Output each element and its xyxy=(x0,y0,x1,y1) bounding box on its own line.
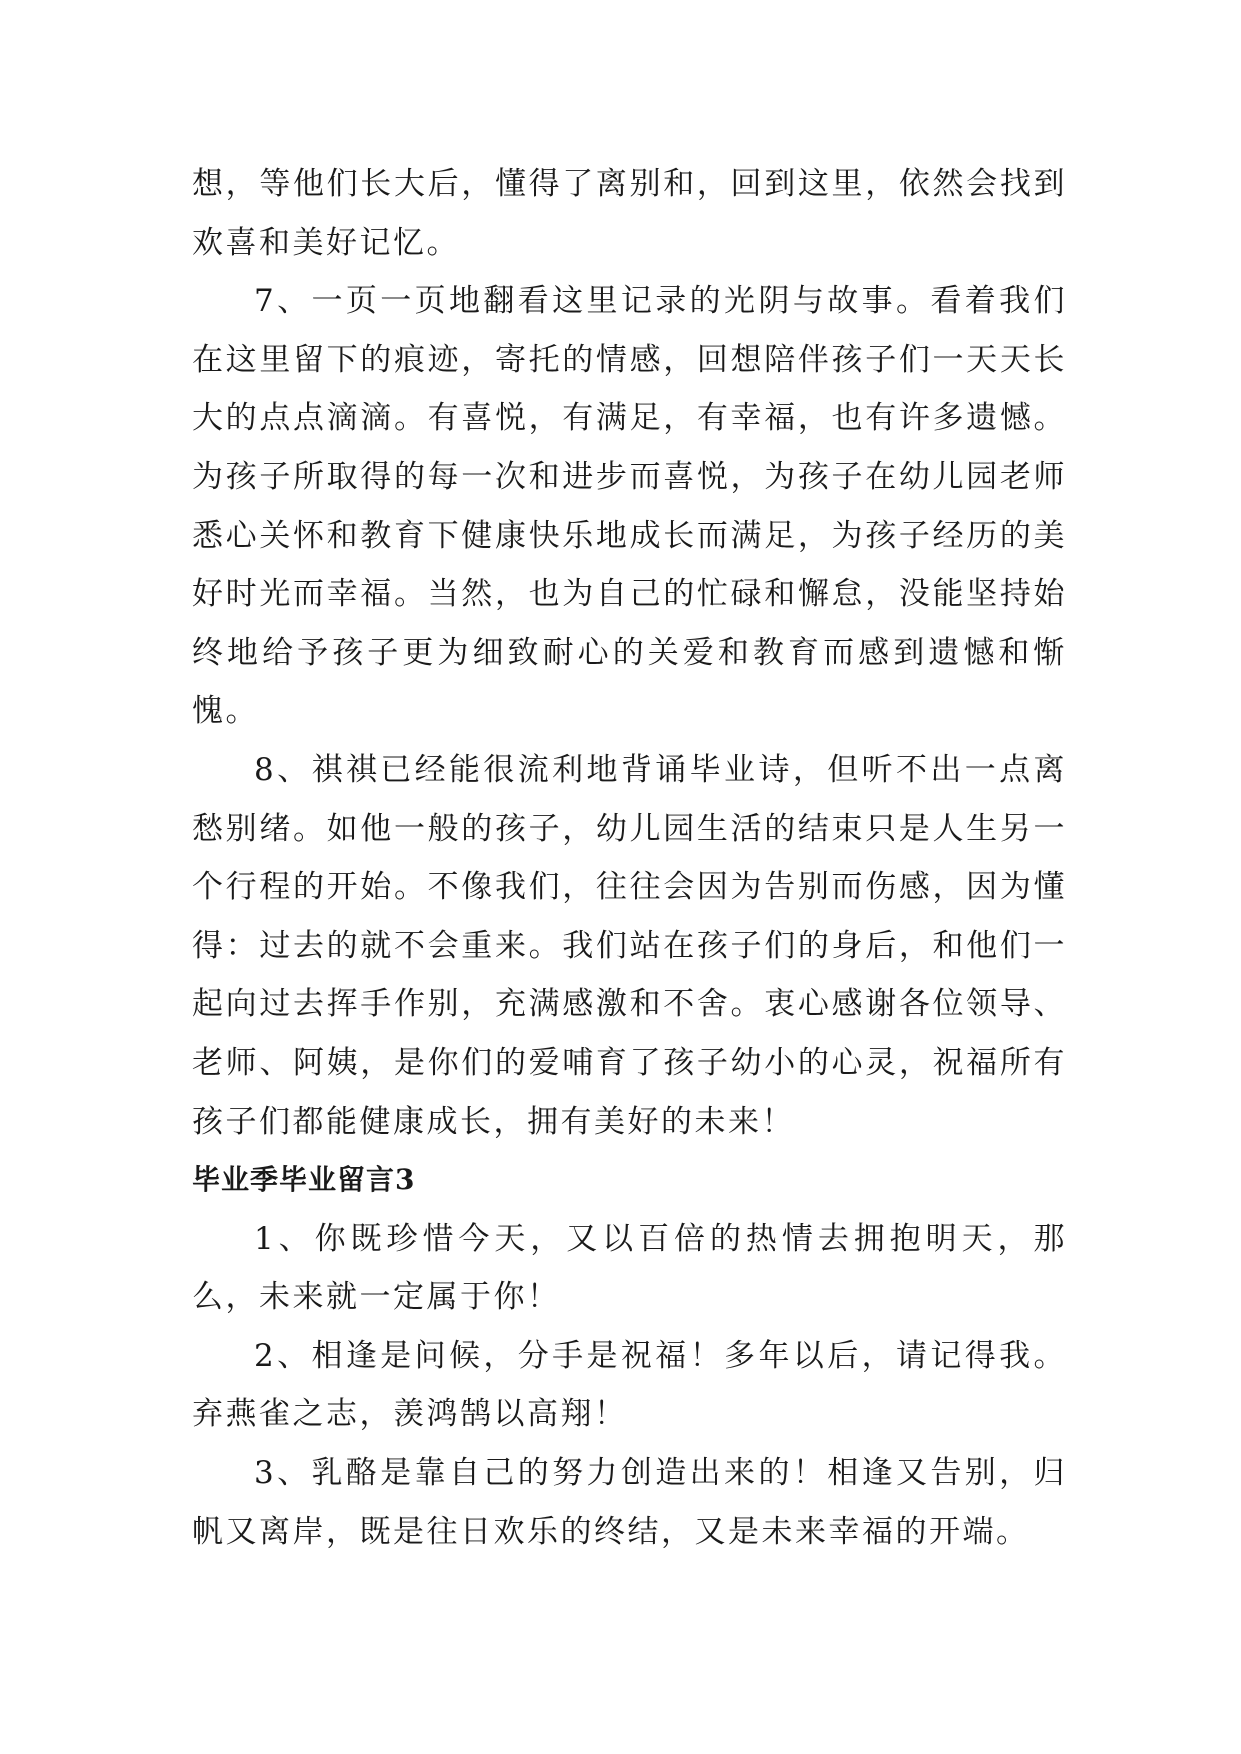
paragraph-continued: 想，等他们长大后，懂得了离别和，回到这里，依然会找到欢喜和美好记忆。 xyxy=(192,166,1067,261)
message-item-3: 3、乳酪是靠自己的努力创造出来的！相逢又告别，归帆又离岸，既是往日欢乐的终结，又是未来幸福的开端。 xyxy=(192,1455,1067,1550)
message-item-2: 2、相逢是问候，分手是祝福！多年以后，请记得我。弃燕雀之志，羡鸿鹄以高翔！ xyxy=(192,1337,1067,1433)
message-item-1: 1、你既珍惜今天，又以百倍的热情去拥抱明天，那么，未来就一定属于你！ xyxy=(192,1220,1067,1316)
document-page xyxy=(192,155,1067,1561)
paragraph-item-7: 7、一页一页地翻看这里记录的光阴与故事。看着我们在这里留下的痕迹，寄托的情感，回想陪伴孩子们一天天长大的点点滴滴。有喜悦，有满足，有幸福，也有许多遗憾。为孩子所取得的每一次和进步而喜悦，为孩子在幼儿园老师悉心关怀和教育下健康快乐地成长而满足，为孩子经历的美好时光而幸福。当然，也为自己的忙碌和懈怠，没能坚持始终地给予孩子更为细致耐心的关爱和教育而感到遗憾和惭愧。 xyxy=(192,283,1067,730)
paragraph-item-8: 8、祺祺已经能很流利地背诵毕业诗，但听不出一点离愁别绪。如他一般的孩子，幼儿园生活的结束只是人生另一个行程的开始。不像我们，往往会因为告别而伤感，因为懂得：过去的就不会重来。我们站在孩子们的身后，和他们一起向过去挥手作别，充满感激和不舍。衷心感谢各位领导、老师、阿姨，是你们的爱哺育了孩子幼小的心灵，祝福所有孩子们都能健康成长，拥有美好的未来！ xyxy=(192,751,1067,1140)
section-heading: 毕业季毕业留言3 xyxy=(192,1163,416,1197)
